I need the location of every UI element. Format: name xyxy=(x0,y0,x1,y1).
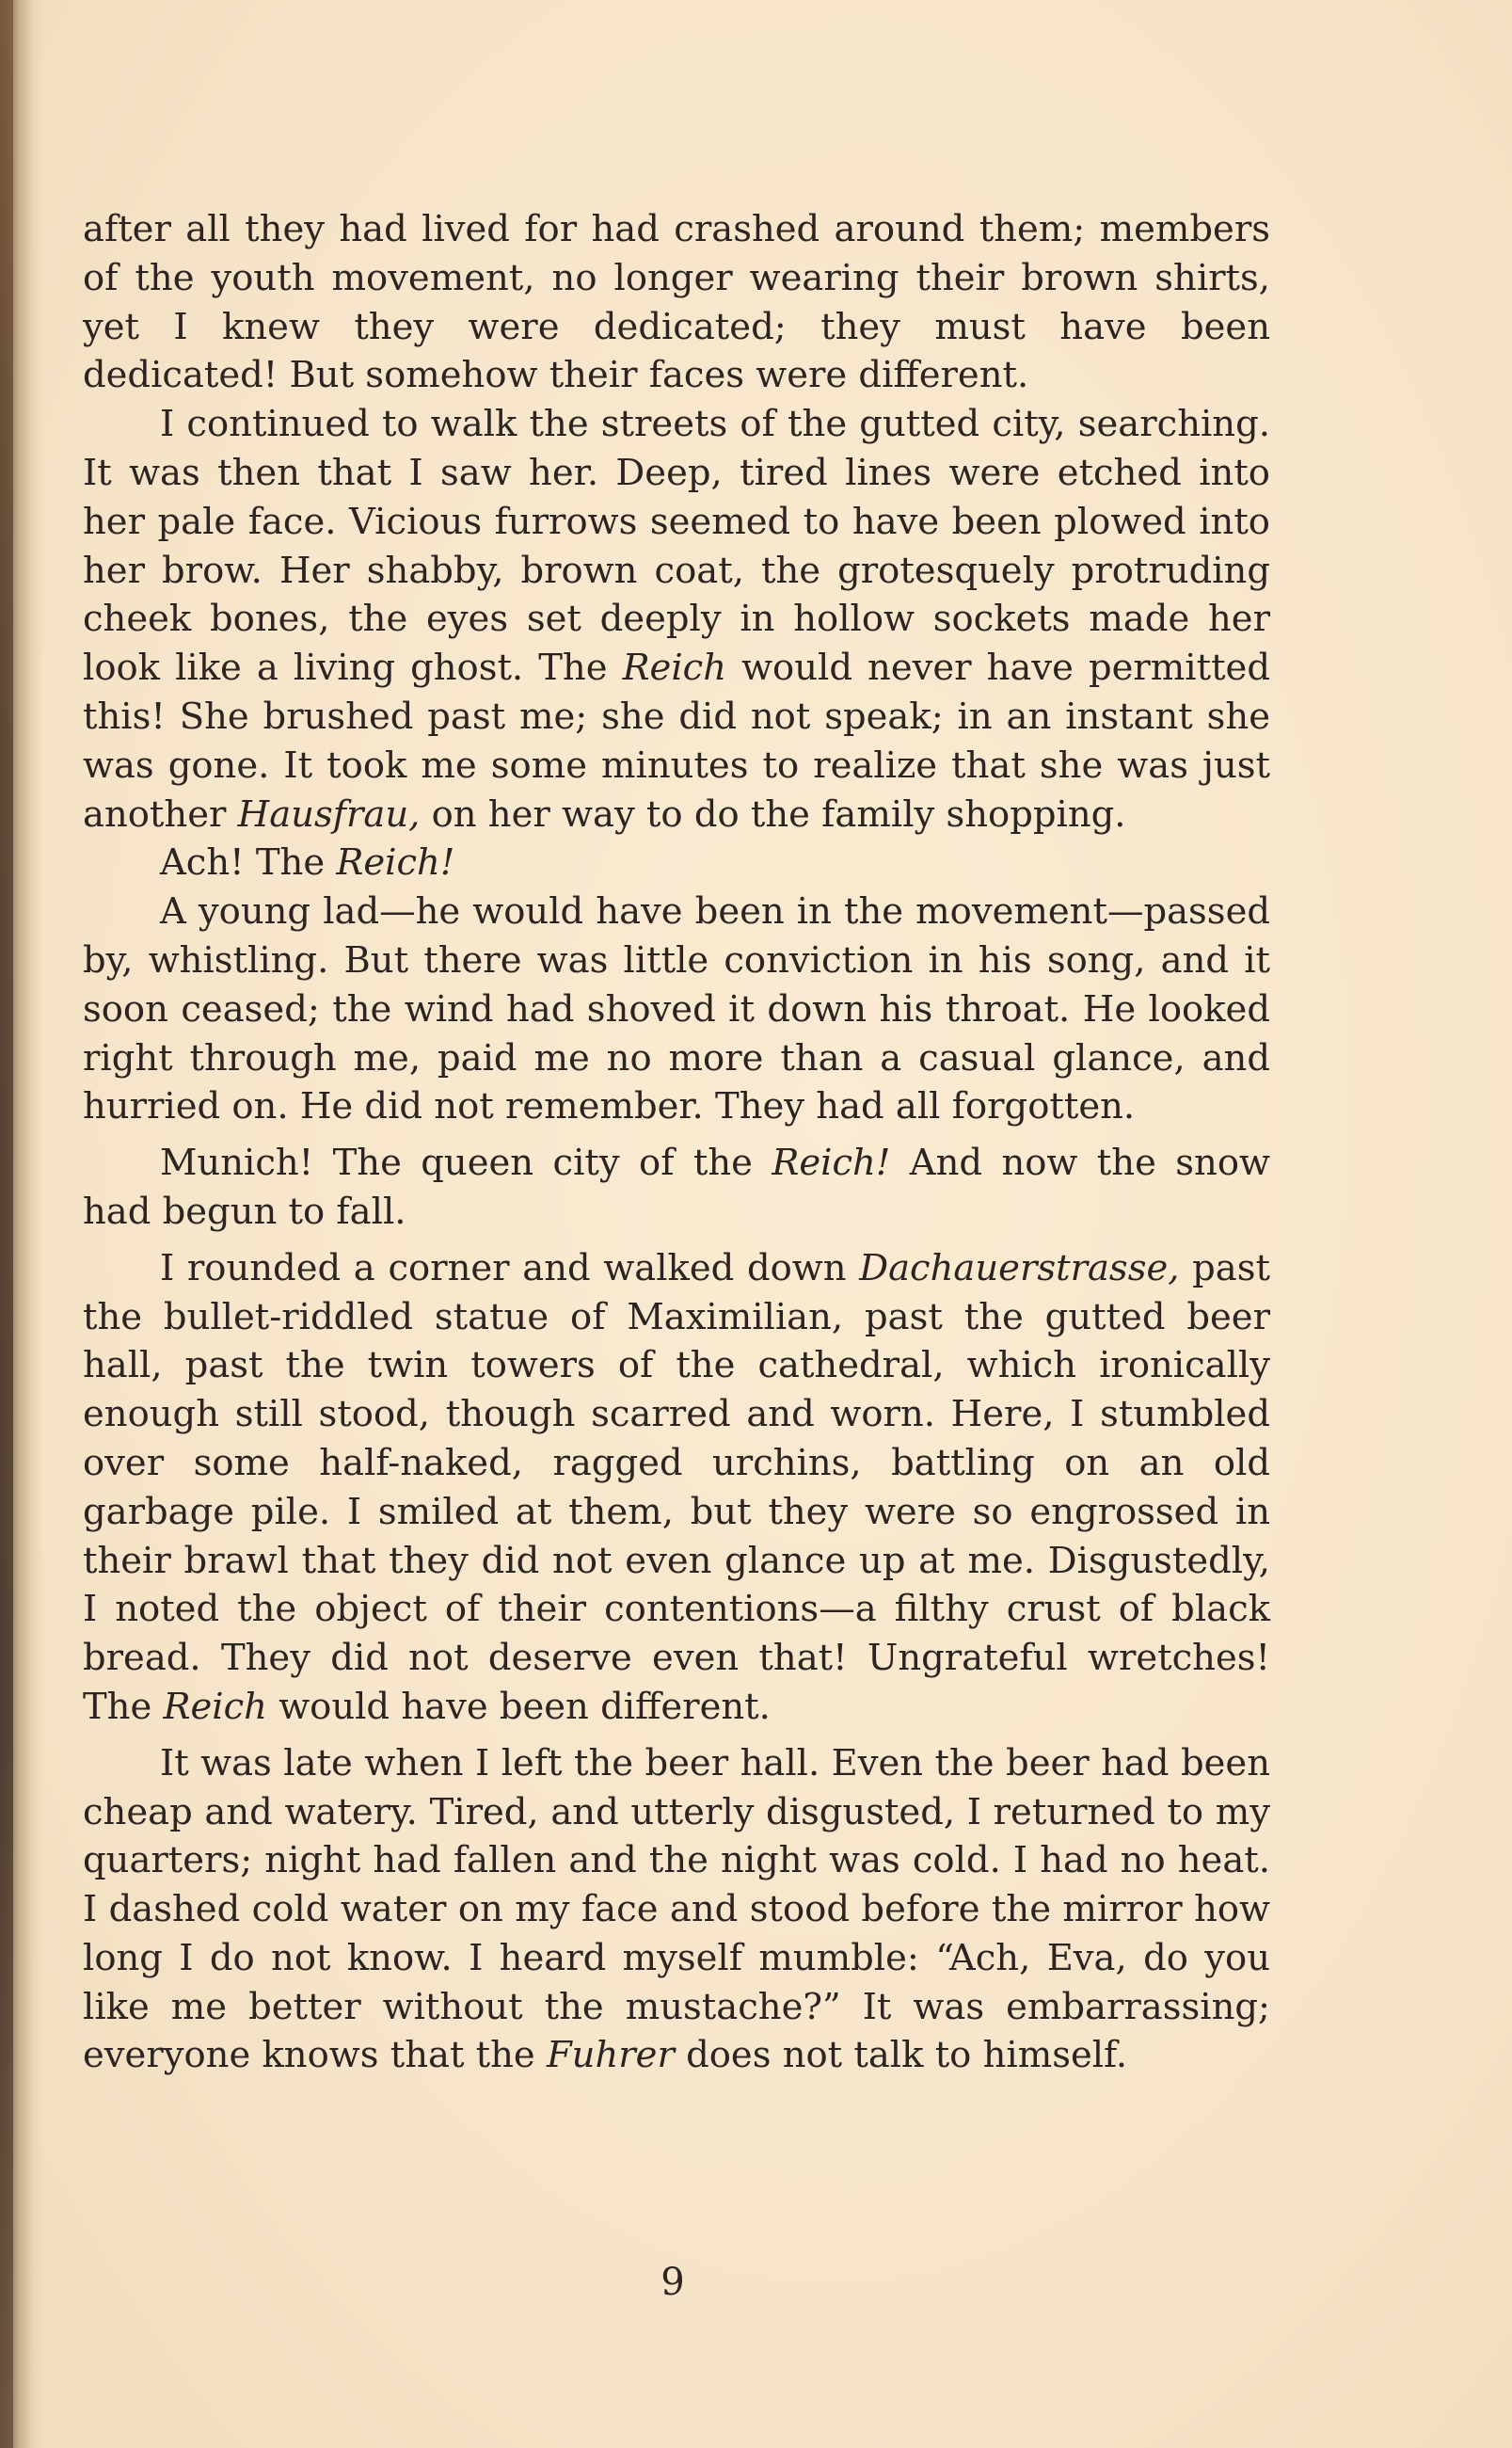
text-run: A young lad—he would have been in the movement—passed by, whistling. But there was little conviction in his song, and it soon ceased; the wind had shoved it down his throat. He looked right through me, paid me no more than a casual glance, and hurried on. He did not remember. They had all forgotten. xyxy=(83,890,1270,1128)
paragraph-2 xyxy=(83,400,1270,839)
paragraph-4 xyxy=(83,888,1270,1131)
italic-term: Reich xyxy=(622,647,727,690)
paragraph-6 xyxy=(83,1244,1270,1732)
italic-term: Reich! xyxy=(336,841,455,885)
text-run: I continued to walk the streets of the gutted city, searching. It was then that I saw her. Deep, tired lines were etched into her pale face. Vicious furrows seemed to have been plowed into her brow. Her shabby, brown coat, the grotesquely protruding cheek bones, the eyes set deeply in hollow sockets made her look like a living ghost. The xyxy=(83,403,1270,690)
italic-term: Hausfrau, xyxy=(237,792,421,836)
paragraph-1 xyxy=(83,205,1270,400)
italic-term: Fuhrer xyxy=(546,2034,675,2077)
text-run: would have been different. xyxy=(266,1685,771,1728)
text-run: on her way to do the family shopping. xyxy=(420,792,1126,836)
body-text xyxy=(83,205,1270,2080)
italic-term: Dachauerstrasse, xyxy=(859,1246,1180,1289)
text-run: I rounded a corner and walked down xyxy=(160,1246,860,1289)
italic-term: Reich! xyxy=(772,1142,891,1185)
spine-shadow xyxy=(0,0,13,2448)
text-run: It was late when I left the beer hall. Even the beer had been cheap and watery. Tired, and utterly disgusted, I returned to my quarters; night had fallen and the night was cold. I had no heat. I dashed cold water on my face and stood before the mirror how long I do not know. I heard myself mumble: “Ach, Eva, do you like me better without the mustache?” It was embarrassing; everyone knows that the xyxy=(83,1741,1270,2077)
text-run: Ach! The xyxy=(160,841,337,885)
paragraph-7 xyxy=(83,1739,1270,2081)
text-run: does not talk to himself. xyxy=(674,2034,1128,2077)
text-run: And now the snow had begun to fall. xyxy=(83,1142,1270,1233)
paragraph-5 xyxy=(83,1139,1270,1237)
page-number: 9 xyxy=(661,2261,685,2304)
paragraph-3 xyxy=(83,839,1270,888)
text-run: would never have permitted this! She brushed past me; she did not speak; in an instant she was gone. It took me some minutes to realize that she was just another xyxy=(83,647,1270,836)
text-run: Munich! The queen city of the xyxy=(160,1142,772,1185)
text-run: after all they had lived for had crashed around them; members of the youth movement, no longer wearing their brown shirts, yet I knew they were dedicated; they must have been dedicated! But somehow their faces were different. xyxy=(83,208,1270,397)
italic-term: Reich xyxy=(163,1685,267,1728)
text-run: past the bullet-riddled statue of Maximilian, past the gutted beer hall, past the twin towers of the cathedral, which ironically enough still stood, though scarred and worn. Here, I stumbled over some half-naked, ragged urchins, battling on an old garbage pile. I smiled at them, but they were so engrossed in their brawl that they did not even glance up at me. Disgustedly, I noted the object of their contentions—a filthy crust of black bread. They did not deserve even that! Ungrateful wretches! The xyxy=(83,1246,1270,1728)
